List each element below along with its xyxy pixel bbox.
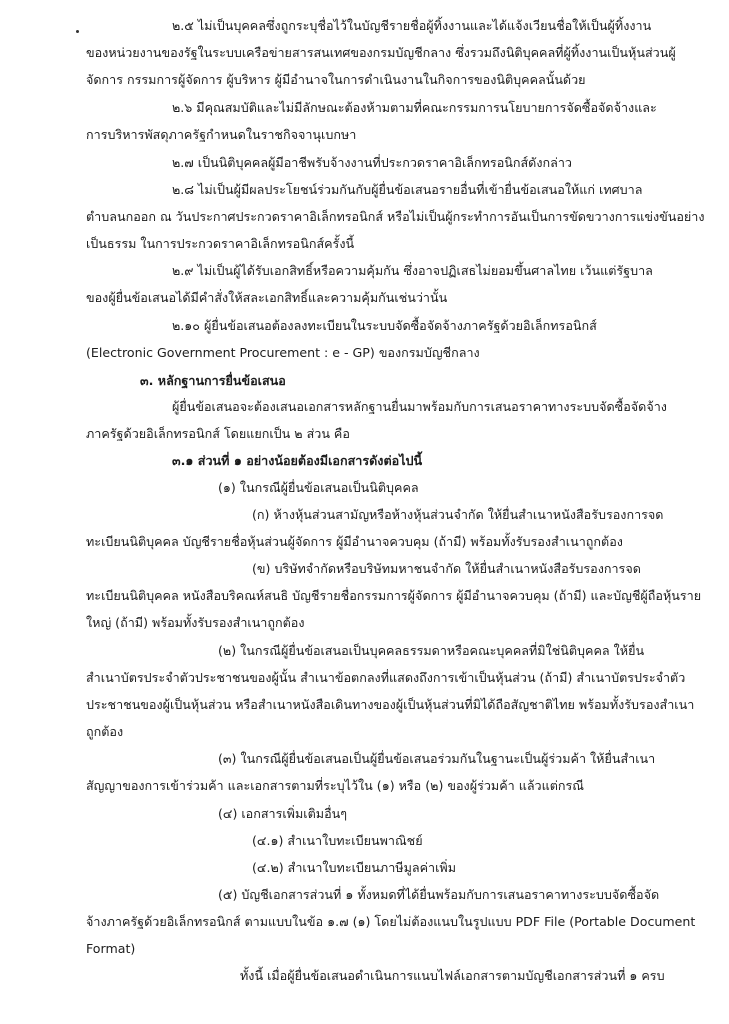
- clause-2-6-line-2: การบริหารพัสดุภาครัฐกำหนดในราชกิจจานุเบกษา: [86, 127, 357, 142]
- item-1b-line-2: ทะเบียนนิติบุคคล หนังสือบริคณห์สนธิ บัญชีรายชื่อกรรมการผู้จัดการ ผู้มีอำนาจควบคุม (ถ้ามี) และบัญชีผู้ถือหุ้นราย: [86, 588, 702, 603]
- clause-2-8-line-3: เป็นธรรม ในการประกวดราคาอิเล็กทรอนิกส์ครั้งนี้: [86, 236, 355, 251]
- item-3-line-2: สัญญาของการเข้าร่วมค้า และเอกสารตามที่ระบุไว้ใน (๑) หรือ (๒) ของผู้ร่วมค้า แล้วแต่กรณี: [86, 778, 584, 793]
- clause-2-5-line-1: ๒.๕ ไม่เป็นบุคคลซึ่งถูกระบุชื่อไว้ในบัญชีรายชื่อผู้ทิ้งงานและได้แจ้งเวียนชื่อให้เป็นผู้ทิ้งงาน: [172, 18, 652, 33]
- closing-paragraph-line-1: ทั้งนี้ เมื่อผู้ยื่นข้อเสนอดำเนินการแนบไฟล์เอกสารตามบัญชีเอกสารส่วนที่ ๑ ครบ: [240, 968, 665, 983]
- item-1b-line-3: ใหญ่ (ถ้ามี) พร้อมทั้งรับรองสำเนาถูกต้อง: [86, 615, 305, 630]
- item-1a-line-2: ทะเบียนนิติบุคคล บัญชีรายชื่อหุ้นส่วนผู้จัดการ ผู้มีอำนาจควบคุม (ถ้ามี) พร้อมทั้งรับรองสำเนาถูกต้อง: [86, 534, 623, 549]
- item-2-line-1: (๒) ในกรณีผู้ยื่นข้อเสนอเป็นบุคคลธรรมดาหรือคณะบุคคลที่มิใช่นิติบุคคล ให้ยื่น: [218, 643, 645, 658]
- item-1a-line-1: (ก) ห้างหุ้นส่วนสามัญหรือห้างหุ้นส่วนจำกัด ให้ยื่นสำเนาหนังสือรับรองการจด: [252, 507, 664, 522]
- item-4-2: (๔.๒) สำเนาใบทะเบียนภาษีมูลค่าเพิ่ม: [252, 860, 457, 875]
- clause-2-9-line-1: ๒.๙ ไม่เป็นผู้ได้รับเอกสิทธิ์หรือความคุ้มกัน ซึ่งอาจปฏิเสธไม่ยอมขึ้นศาลไทย เว้นแต่รัฐบาล: [172, 263, 653, 278]
- section-3-intro-line-1: ผู้ยื่นข้อเสนอจะต้องเสนอเอกสารหลักฐานยื่นมาพร้อมกับการเสนอราคาทางระบบจัดซื้อจัดจ้าง: [172, 399, 667, 414]
- clause-2-10-line-2: (Electronic Government Procurement : e - GP) ของกรมบัญชีกลาง: [86, 345, 480, 360]
- clause-2-5-line-2: ของหน่วยงานของรัฐในระบบเครือข่ายสารสนเทศของกรมบัญชีกลาง ซึ่งรวมถึงนิติบุคคลที่ผู้ทิ้งงานเป็นหุ้นส่วนผู้: [86, 45, 676, 60]
- item-5-line-1: (๕) บัญชีเอกสารส่วนที่ ๑ ทั้งหมดที่ได้ยื่นพร้อมกับการเสนอราคาทางระบบจัดซื้อจัด: [218, 887, 660, 902]
- clause-2-10-line-1: ๒.๑๐ ผู้ยื่นข้อเสนอต้องลงทะเบียนในระบบจัดซื้อจัดจ้างภาครัฐด้วยอิเล็กทรอนิกส์: [172, 318, 597, 333]
- clause-2-6-line-1: ๒.๖ มีคุณสมบัติและไม่มีลักษณะต้องห้ามตามที่คณะกรรมการนโยบายการจัดซื้อจัดจ้างและ: [172, 100, 657, 115]
- item-4-1: (๔.๑) สำเนาใบทะเบียนพาณิชย์: [252, 833, 423, 848]
- item-5-line-3: Format): [86, 941, 136, 956]
- item-2-line-2: สำเนาบัตรประจำตัวประชาชนของผู้นั้น สำเนาข้อตกลงที่แสดงถึงการเข้าเป็นหุ้นส่วน (ถ้ามี) สำเนาบัตรประจำตัว: [86, 670, 686, 685]
- section-3-intro-line-2: ภาครัฐด้วยอิเล็กทรอนิกส์ โดยแยกเป็น ๒ ส่วน คือ: [86, 426, 350, 441]
- item-2-line-3: ประชาชนของผู้เป็นหุ้นส่วน หรือสำเนาหนังสือเดินทางของผู้เป็นหุ้นส่วนที่มิได้ถือสัญชาติไทย พร้อมทั้งรับรองสำเนา: [86, 697, 695, 712]
- clause-2-5-line-3: จัดการ กรรมการผู้จัดการ ผู้บริหาร ผู้มีอำนาจในการดำเนินงานในกิจการของนิติบุคคลนั้นด้วย: [86, 72, 586, 87]
- clause-2-8-line-1: ๒.๘ ไม่เป็นผู้มีผลประโยชน์ร่วมกันกับผู้ยื่นข้อเสนอรายอื่นที่เข้ายื่นข้อเสนอให้แก่ เทศบาล: [172, 182, 643, 197]
- item-4-heading: (๔) เอกสารเพิ่มเติมอื่นๆ: [218, 806, 348, 821]
- section-3-1-heading: ๓.๑ ส่วนที่ ๑ อย่างน้อยต้องมีเอกสารดังต่อไปนี้: [172, 453, 423, 468]
- item-5-line-2: จ้างภาครัฐด้วยอิเล็กทรอนิกส์ ตามแบบในข้อ ๑.๗ (๑) โดยไม่ต้องแนบในรูปแบบ PDF File (Portable Document: [86, 914, 696, 929]
- item-1b-line-1: (ข) บริษัทจำกัดหรือบริษัทมหาชนจำกัด ให้ยื่นสำเนาหนังสือรับรองการจด: [252, 561, 641, 576]
- clause-2-8-line-2: ตำบลนกออก ณ วันประกาศประกวดราคาอิเล็กทรอนิกส์ หรือไม่เป็นผู้กระทำการอันเป็นการขัดขวางการแข่งขันอย่าง: [86, 209, 705, 224]
- item-1-heading: (๑) ในกรณีผู้ยื่นข้อเสนอเป็นนิติบุคคล: [218, 480, 419, 495]
- scan-mark: [76, 30, 79, 33]
- section-3-heading: ๓. หลักฐานการยื่นข้อเสนอ: [140, 373, 286, 388]
- item-2-line-4: ถูกต้อง: [86, 724, 124, 739]
- clause-2-7-line-1: ๒.๗ เป็นนิติบุคคลผู้มีอาชีพรับจ้างงานที่ประกวดราคาอิเล็กทรอนิกส์ดังกล่าว: [172, 155, 572, 170]
- item-3-line-1: (๓) ในกรณีผู้ยื่นข้อเสนอเป็นผู้ยื่นข้อเสนอร่วมกันในฐานะเป็นผู้ร่วมค้า ให้ยื่นสำเนา: [218, 751, 656, 766]
- clause-2-9-line-2: ของผู้ยื่นข้อเสนอได้มีคำสั่งให้สละเอกสิทธิ์และความคุ้มกันเช่นว่านั้น: [86, 290, 448, 305]
